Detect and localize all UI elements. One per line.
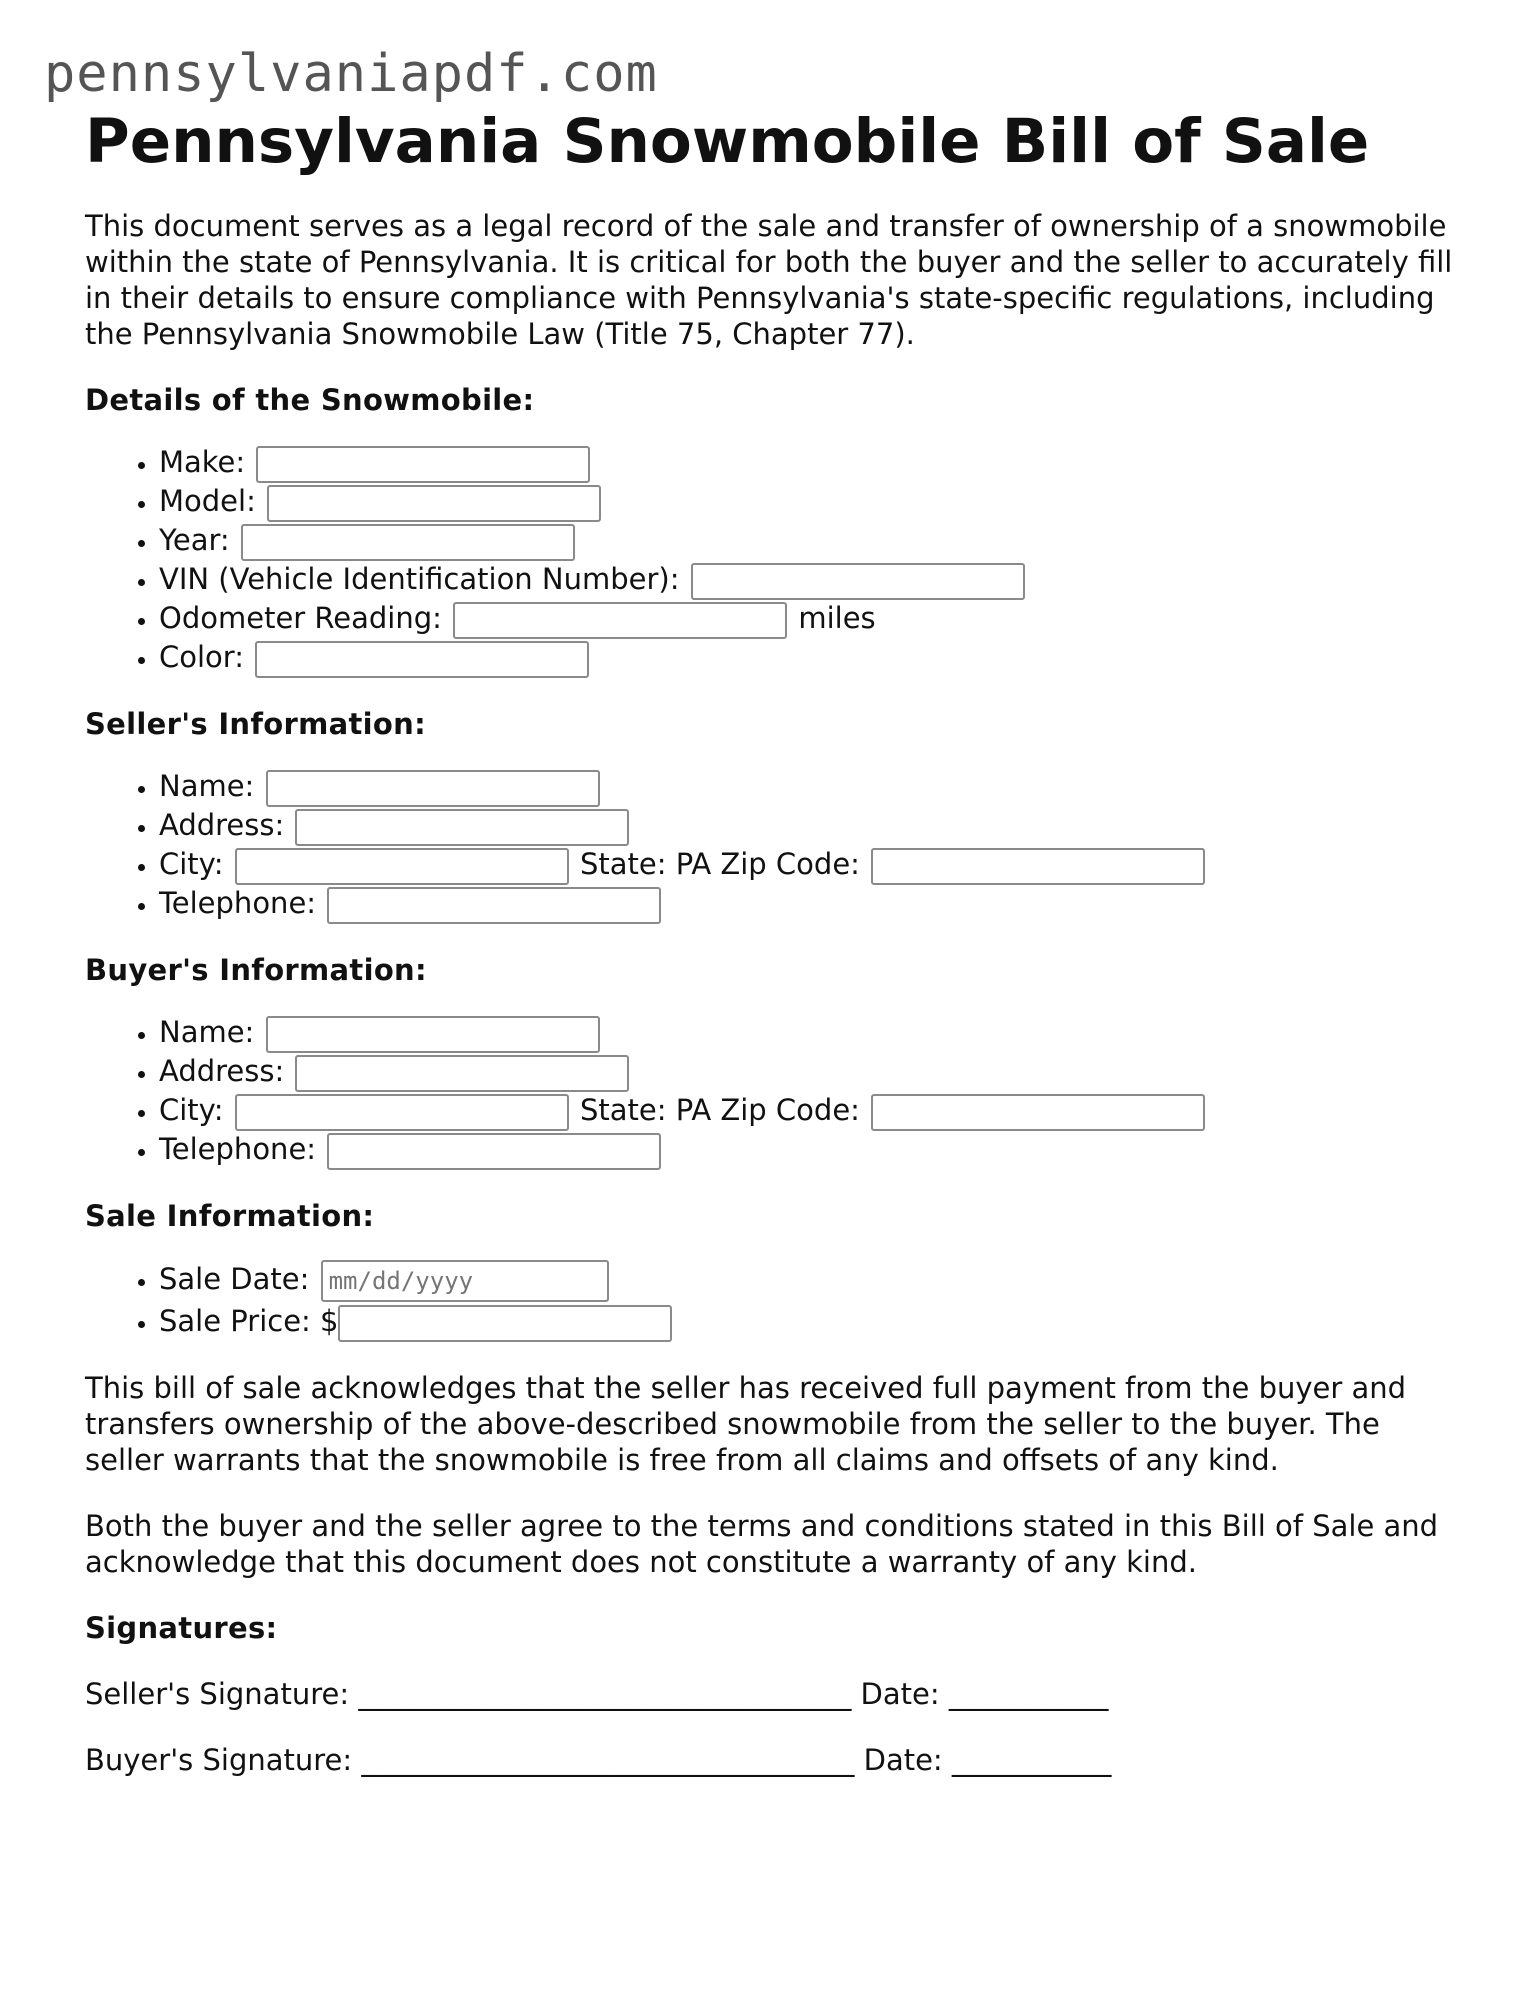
seller-address-field[interactable] xyxy=(295,809,629,846)
buyer-info-list xyxy=(85,1014,1465,1170)
seller-state-zip-label: State: PA Zip Code: xyxy=(579,847,860,882)
list-item xyxy=(159,561,1465,600)
model-field[interactable] xyxy=(267,485,601,522)
bill-of-sale-form xyxy=(85,105,1465,1778)
site-watermark: pennsylvaniapdf.com xyxy=(44,44,658,104)
buyer-city-field[interactable] xyxy=(235,1094,569,1131)
list-item xyxy=(159,768,1465,807)
buyer-zip-field[interactable] xyxy=(871,1094,1205,1131)
buyer-signature-line: Buyer's Signature: __________________________________ Date: ___________ xyxy=(85,1743,1112,1778)
vin-label: VIN (Vehicle Identification Number): xyxy=(159,562,680,597)
acknowledgement-paragraph: This bill of sale acknowledges that the seller has received full payment from the buyer and transfers ownership of the above-described snowmobile from the seller to the buyer. The seller warrants that the snowmobile is free from all claims and offsets of any kind. xyxy=(85,1371,1407,1478)
sale-price-label: Sale Price: $ xyxy=(159,1304,339,1339)
snowmobile-details-heading: Details of the Snowmobile: xyxy=(85,383,535,418)
list-item xyxy=(159,1014,1465,1053)
seller-name-field[interactable] xyxy=(266,770,600,807)
buyer-city-label: City: xyxy=(159,1093,224,1128)
vin-field[interactable] xyxy=(691,563,1025,600)
seller-city-label: City: xyxy=(159,847,224,882)
list-item xyxy=(159,1053,1465,1092)
list-item xyxy=(159,1131,1465,1170)
buyer-telephone-label: Telephone: xyxy=(159,1132,317,1167)
year-field[interactable] xyxy=(241,524,575,561)
seller-zip-field[interactable] xyxy=(871,848,1205,885)
sale-info-heading: Sale Information: xyxy=(85,1199,375,1234)
list-item xyxy=(159,522,1465,561)
intro-paragraph: This document serves as a legal record of the sale and transfer of ownership of a snowmobile within the state of Pennsylvania. It is critical for both the buyer and the seller to accurately fill in their details to ensure compliance with Pennsylvania's state-specific regulations, including the Pennsylvania Snowmobile Law (Title 75, Chapter 77). xyxy=(85,209,1453,352)
list-item xyxy=(159,1260,1465,1303)
color-label: Color: xyxy=(159,640,244,675)
signatures-heading: Signatures: xyxy=(85,1611,278,1646)
odometer-label: Odometer Reading: xyxy=(159,601,442,636)
seller-info-heading: Seller's Information: xyxy=(85,707,426,742)
seller-city-field[interactable] xyxy=(235,848,569,885)
sale-date-field[interactable] xyxy=(321,1260,609,1302)
page-title: Pennsylvania Snowmobile Bill of Sale xyxy=(85,106,1370,177)
buyer-name-field[interactable] xyxy=(266,1016,600,1053)
seller-name-label: Name: xyxy=(159,769,255,804)
sale-price-field[interactable] xyxy=(338,1305,672,1342)
seller-signature-line: Seller's Signature: __________________________________ Date: ___________ xyxy=(85,1677,1109,1712)
list-item xyxy=(159,846,1465,885)
color-field[interactable] xyxy=(255,641,589,678)
list-item xyxy=(159,639,1465,678)
agreement-paragraph: Both the buyer and the seller agree to the terms and conditions stated in this Bill of Sale and acknowledge that this document does not constitute a warranty of any kind. xyxy=(85,1509,1439,1580)
list-item xyxy=(159,483,1465,522)
seller-address-label: Address: xyxy=(159,808,285,843)
list-item xyxy=(159,1092,1465,1131)
buyer-address-label: Address: xyxy=(159,1054,285,1089)
year-label: Year: xyxy=(159,523,230,558)
buyer-info-heading: Buyer's Information: xyxy=(85,953,427,988)
sale-date-label: Sale Date: xyxy=(159,1262,310,1297)
odometer-field[interactable] xyxy=(453,602,787,639)
make-label: Make: xyxy=(159,445,246,480)
seller-telephone-label: Telephone: xyxy=(159,886,317,921)
model-label: Model: xyxy=(159,484,256,519)
seller-info-list xyxy=(85,768,1465,924)
sale-info-list xyxy=(85,1260,1465,1342)
list-item xyxy=(159,444,1465,483)
odometer-unit: miles xyxy=(798,601,876,636)
list-item xyxy=(159,600,1465,639)
snowmobile-details-list xyxy=(85,444,1465,678)
buyer-name-label: Name: xyxy=(159,1015,255,1050)
buyer-state-zip-label: State: PA Zip Code: xyxy=(579,1093,860,1128)
list-item xyxy=(159,807,1465,846)
buyer-address-field[interactable] xyxy=(295,1055,629,1092)
seller-telephone-field[interactable] xyxy=(327,887,661,924)
list-item xyxy=(159,1303,1465,1342)
list-item xyxy=(159,885,1465,924)
buyer-telephone-field[interactable] xyxy=(327,1133,661,1170)
make-field[interactable] xyxy=(256,446,590,483)
